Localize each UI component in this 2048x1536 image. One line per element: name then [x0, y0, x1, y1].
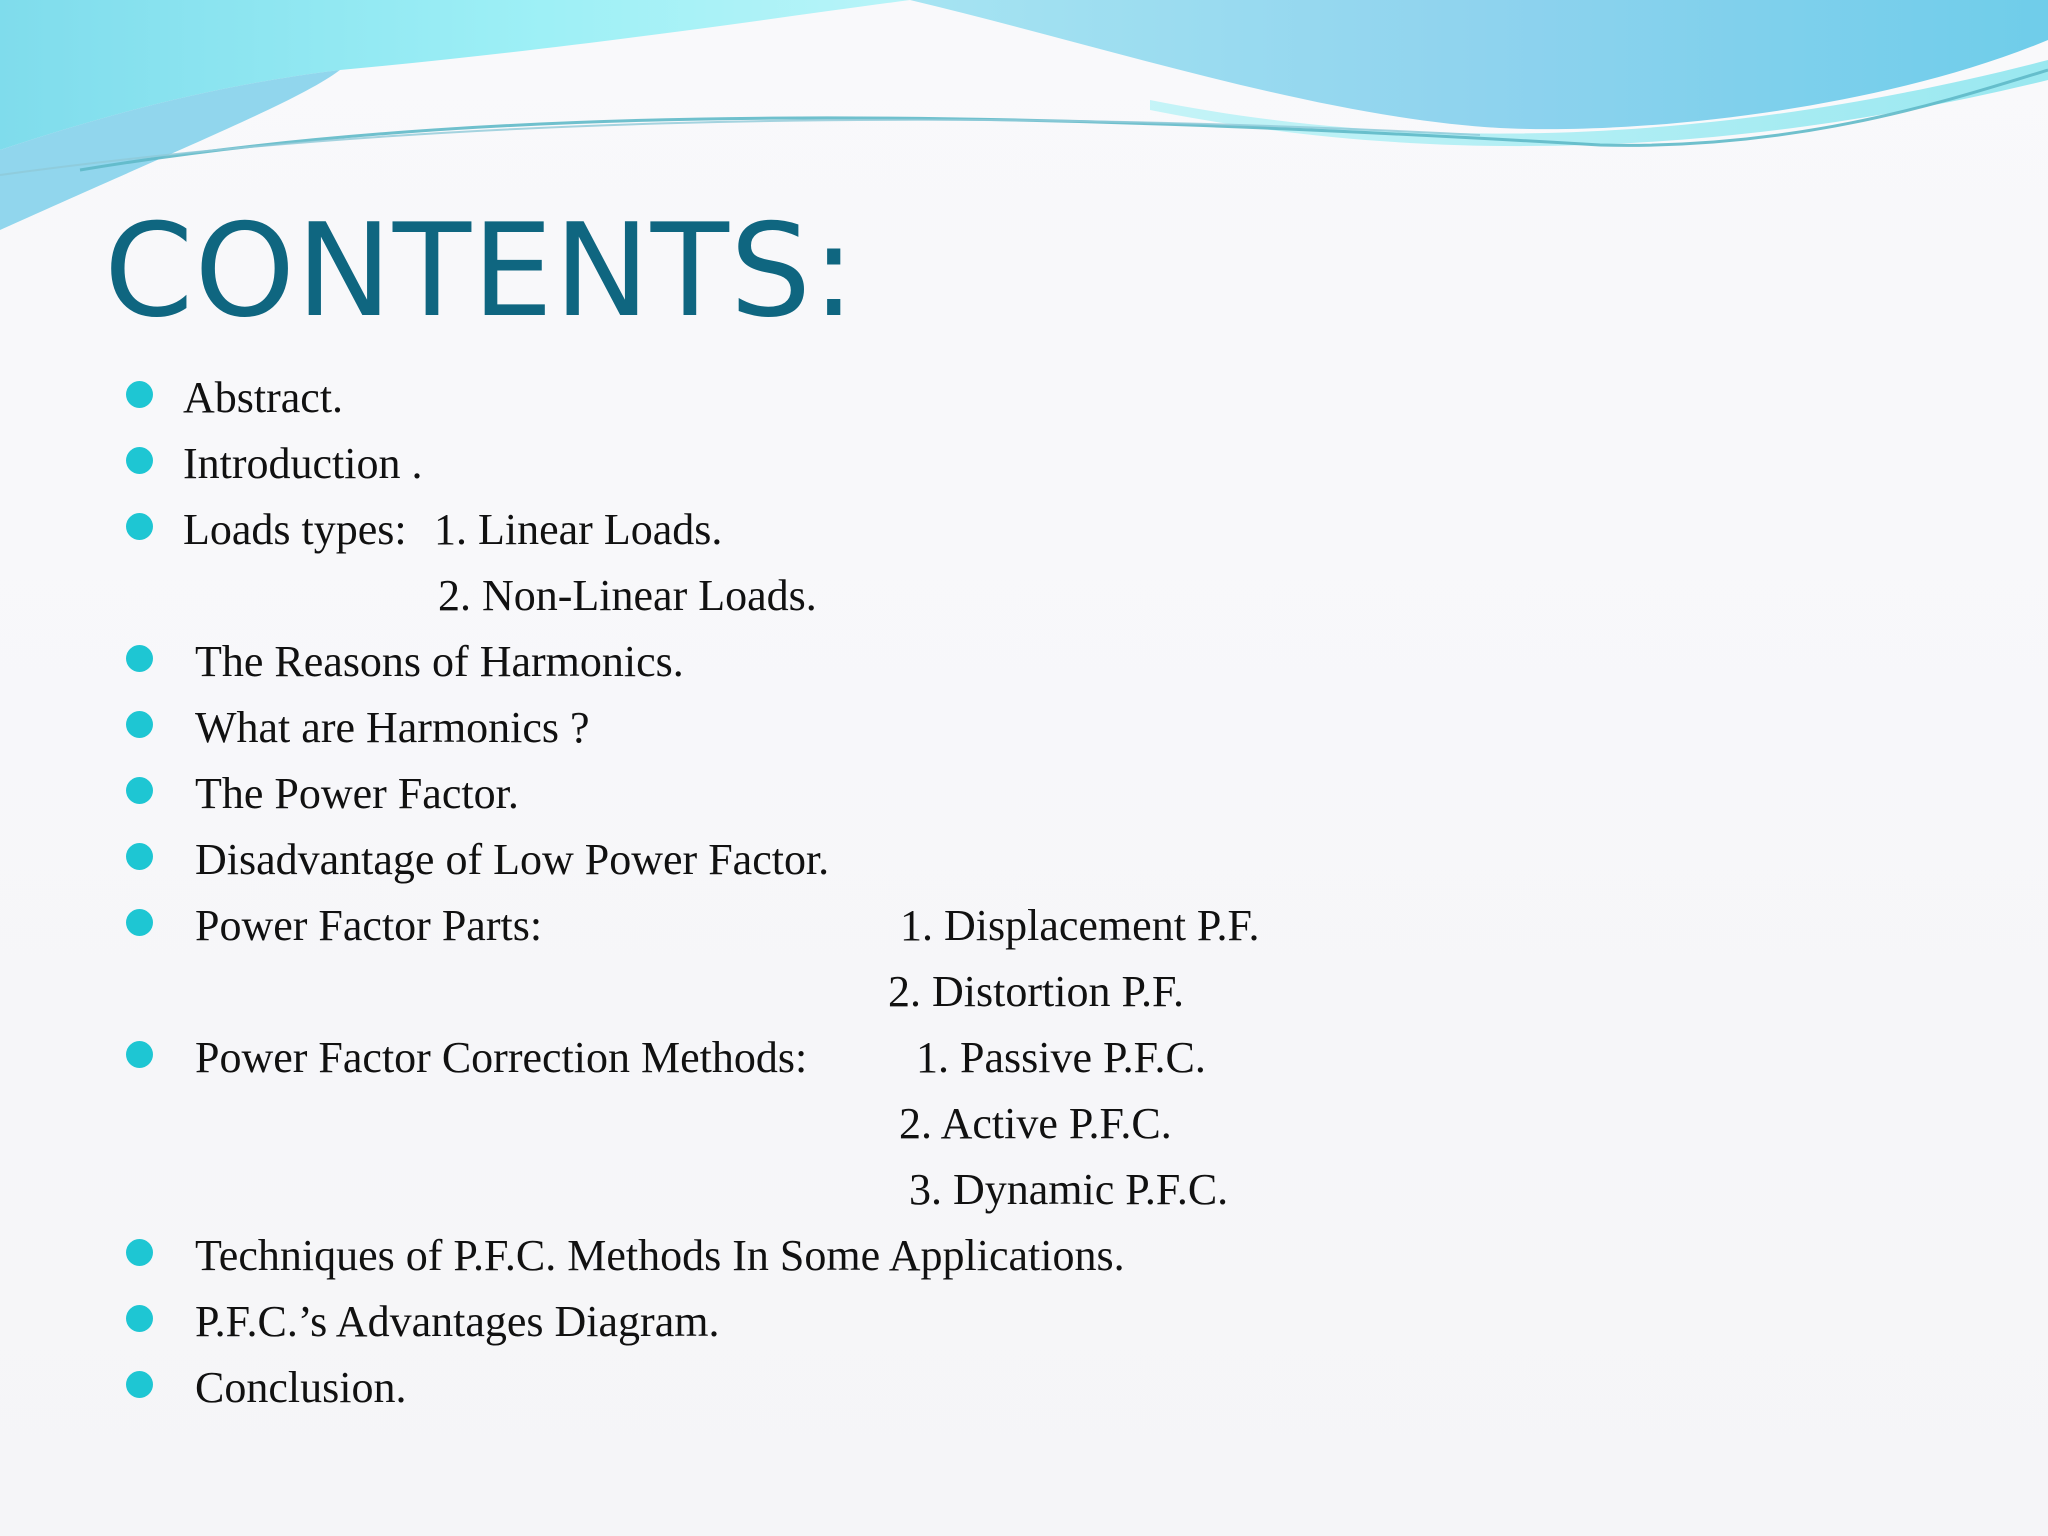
- bullet-dot-icon: [126, 777, 153, 804]
- item-abstract: Abstract.: [183, 373, 344, 422]
- bullet-dot-icon: [126, 1371, 153, 1398]
- item-pf-parts-sub1: 1. Displacement P.F.: [900, 901, 1260, 950]
- item-loads-types-sub1: 1. Linear Loads.: [434, 505, 723, 554]
- item-loads-types-sub2: 2. Non-Linear Loads.: [438, 571, 817, 620]
- bullet-dot-icon: [126, 843, 153, 870]
- bullet-dot-icon: [126, 711, 153, 738]
- item-pfc-methods-sub3: 3. Dynamic P.F.C.: [909, 1165, 1229, 1214]
- item-pfc-methods-sub2: 2. Active P.F.C.: [899, 1099, 1172, 1148]
- item-pfc-methods-label: Power Factor Correction Methods:: [195, 1033, 808, 1082]
- bullet-dot-icon: [126, 513, 153, 540]
- bullet-dot-icon: [126, 381, 153, 408]
- item-power-factor: The Power Factor.: [195, 769, 519, 818]
- item-advantages: P.F.C.’s Advantages Diagram.: [195, 1297, 720, 1346]
- item-pfc-methods-sub1: 1. Passive P.F.C.: [916, 1033, 1206, 1082]
- bullet-dot-icon: [126, 447, 153, 474]
- slide-title: CONTENTS:: [104, 197, 857, 346]
- item-pf-parts-sub2: 2. Distortion P.F.: [888, 967, 1184, 1016]
- bullet-dot-icon: [126, 1239, 153, 1266]
- bullet-dot-icon: [126, 1305, 153, 1332]
- item-disadvantage: Disadvantage of Low Power Factor.: [195, 835, 830, 884]
- item-conclusion: Conclusion.: [195, 1363, 407, 1412]
- item-loads-types-label: Loads types:: [183, 505, 407, 554]
- item-reasons-harmonics: The Reasons of Harmonics.: [195, 637, 684, 686]
- bullet-dot-icon: [126, 909, 153, 936]
- item-techniques: Techniques of P.F.C. Methods In Some Applications.: [195, 1231, 1125, 1280]
- bullet-dot-icon: [126, 1041, 153, 1068]
- bullet-dot-icon: [126, 645, 153, 672]
- item-pf-parts-label: Power Factor Parts:: [195, 901, 543, 950]
- item-introduction: Introduction .: [183, 439, 423, 488]
- item-what-harmonics: What are Harmonics ?: [195, 703, 590, 752]
